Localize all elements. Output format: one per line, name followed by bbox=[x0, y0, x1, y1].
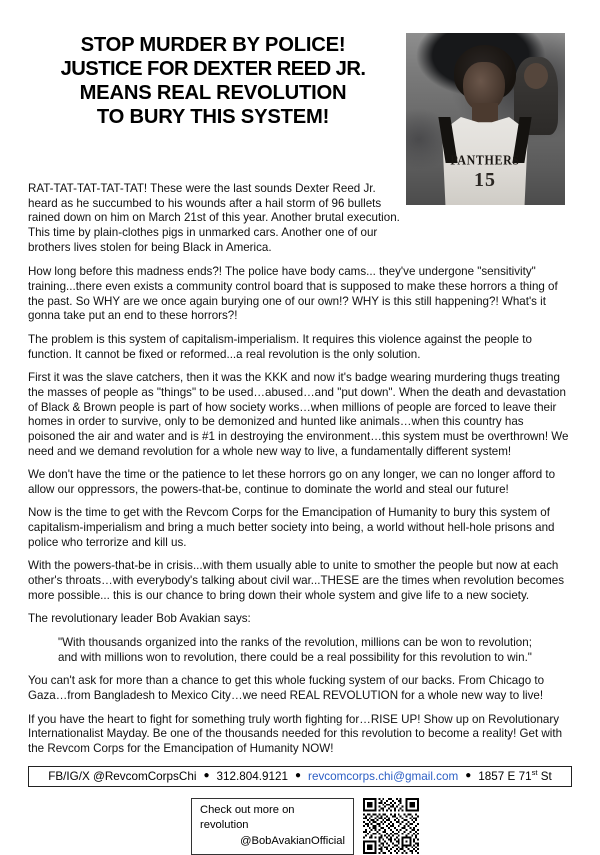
promo-box bbox=[191, 798, 354, 855]
victim-photo bbox=[406, 33, 565, 205]
address-suffix: St bbox=[537, 769, 552, 783]
paragraph-10: If you have the heart to fight for something truly worth fighting for…RISE UP! Show up on Revolutionary Internationalist Mayday. Be one of the thousands needed for this revolution to become a reality! Get with the Revcom Corps for the Emancipation of Humanity NOW! bbox=[28, 712, 563, 755]
paragraph-1: RAT-TAT-TAT-TAT-TAT! These were the last sounds Dexter Reed Jr. heard as he succumbed to his wounds after a hail storm of 96 bullets rained down on him on March 21st of this year. Another brutal execution. This time by plain-clothes pigs in unmarked cars. Another one of our brothers lives stolen for being Black in America. bbox=[28, 182, 400, 254]
address-ordinal-suffix: st bbox=[531, 767, 538, 777]
photo-jersey-number: 15 bbox=[474, 169, 496, 191]
body-content bbox=[0, 182, 600, 757]
paragraph-5: We don't have the time or the patience to let these horrors go on any longer, we can no longer afford to allow our oppressors, the powers-that-be, continue to dominate the world and steal our future! bbox=[28, 468, 556, 496]
headline-line-1: STOP MURDER BY POLICE! bbox=[80, 34, 346, 56]
separator-dot-icon: ● bbox=[203, 770, 210, 782]
separator-dot-icon: ● bbox=[465, 770, 472, 782]
street-address bbox=[478, 767, 552, 783]
header bbox=[0, 0, 600, 191]
paragraph-6: Now is the time to get with the Revcom Corps for the Emancipation of Humanity to bury this system of capitalism-imperialism and bring a much better society into being, a world without hell-hole prisons and police who terrorize and kill us. bbox=[28, 506, 555, 549]
paragraph-9: You can't ask for more than a chance to get this whole fucking system of our backs. From Chicago to Gaza…from Bangladesh to Mexico City…we need REAL REVOLUTION for a whole new way to live! bbox=[28, 674, 545, 703]
headline-line-2: JUSTICE FOR DEXTER REED JR. bbox=[60, 58, 366, 81]
quote-line-2: and with millions won to revolution, there could be a real possibility for this revolution to win." bbox=[58, 650, 532, 664]
headline-line-4: TO BURY THIS SYSTEM! bbox=[96, 106, 330, 129]
social-handles: FB/IG/X @RevcomCorpsChi bbox=[48, 769, 197, 783]
footer bbox=[0, 798, 600, 855]
qr-code-icon[interactable] bbox=[363, 798, 419, 854]
paragraph-7: With the powers-that-be in crisis...with them usually able to unite to smother the people but now at each other's throats…with everybody's talking about civil war...THESE are the times when revolution becomes more possible... this is our chance to bring down their whole system and give life to a new society. bbox=[28, 559, 565, 602]
photo-background bbox=[406, 33, 565, 205]
paragraph-8: The revolutionary leader Bob Avakian says: bbox=[28, 612, 251, 626]
email-address[interactable]: revcomcorps.chi@gmail.com bbox=[308, 769, 459, 783]
contact-bar bbox=[28, 766, 572, 787]
paragraph-4: First it was the slave catchers, then it was the KKK and now it's badge wearing murdering thugs treating the masses of people as "things" to be used…abused…and "put down". When the death and devastation of Black & Brown people is part of how society works…when millions of people are forced to leave their homes in order to survive, only to be demonized and hunted like animals…when this country has poisoned the air and water and is #1 in destroying the environment…this system must be overthrown! We need and we demand revolution for a whole new way to live, a fundamentally different system! bbox=[28, 371, 569, 458]
page-title bbox=[28, 30, 398, 129]
headline-line-3: MEANS REAL REVOLUTION bbox=[79, 82, 347, 105]
phone-number[interactable]: 312.804.9121 bbox=[216, 769, 288, 783]
promo-line-1: Check out more on revolution bbox=[200, 803, 295, 832]
promo-line-2: @BobAvakianOfficial bbox=[240, 834, 345, 847]
avakian-quote bbox=[28, 636, 572, 665]
quote-line-1: "With thousands organized into the ranks of the revolution, millions can be won to revolution; bbox=[58, 636, 532, 650]
address-number: 1857 E 71 bbox=[478, 769, 532, 783]
paragraph-2: How long before this madness ends?! The police have body cams... they've undergone "sensitivity" training...there even exists a community control board that is supposed to make these horrors a thing of the past. So WHY are we once again burying one of our own!? WHY is this still happening?! What's it gonna take put an end to these horrors?! bbox=[28, 265, 558, 323]
separator-dot-icon: ● bbox=[295, 770, 302, 782]
paragraph-3: The problem is this system of capitalism-imperialism. It requires this violence against the people to function. It cannot be fixed or reformed...a real revolution is the only solution. bbox=[28, 332, 532, 361]
photo-background-figure-head bbox=[524, 63, 548, 89]
photo-jersey-team: PANTHERS bbox=[450, 151, 520, 168]
